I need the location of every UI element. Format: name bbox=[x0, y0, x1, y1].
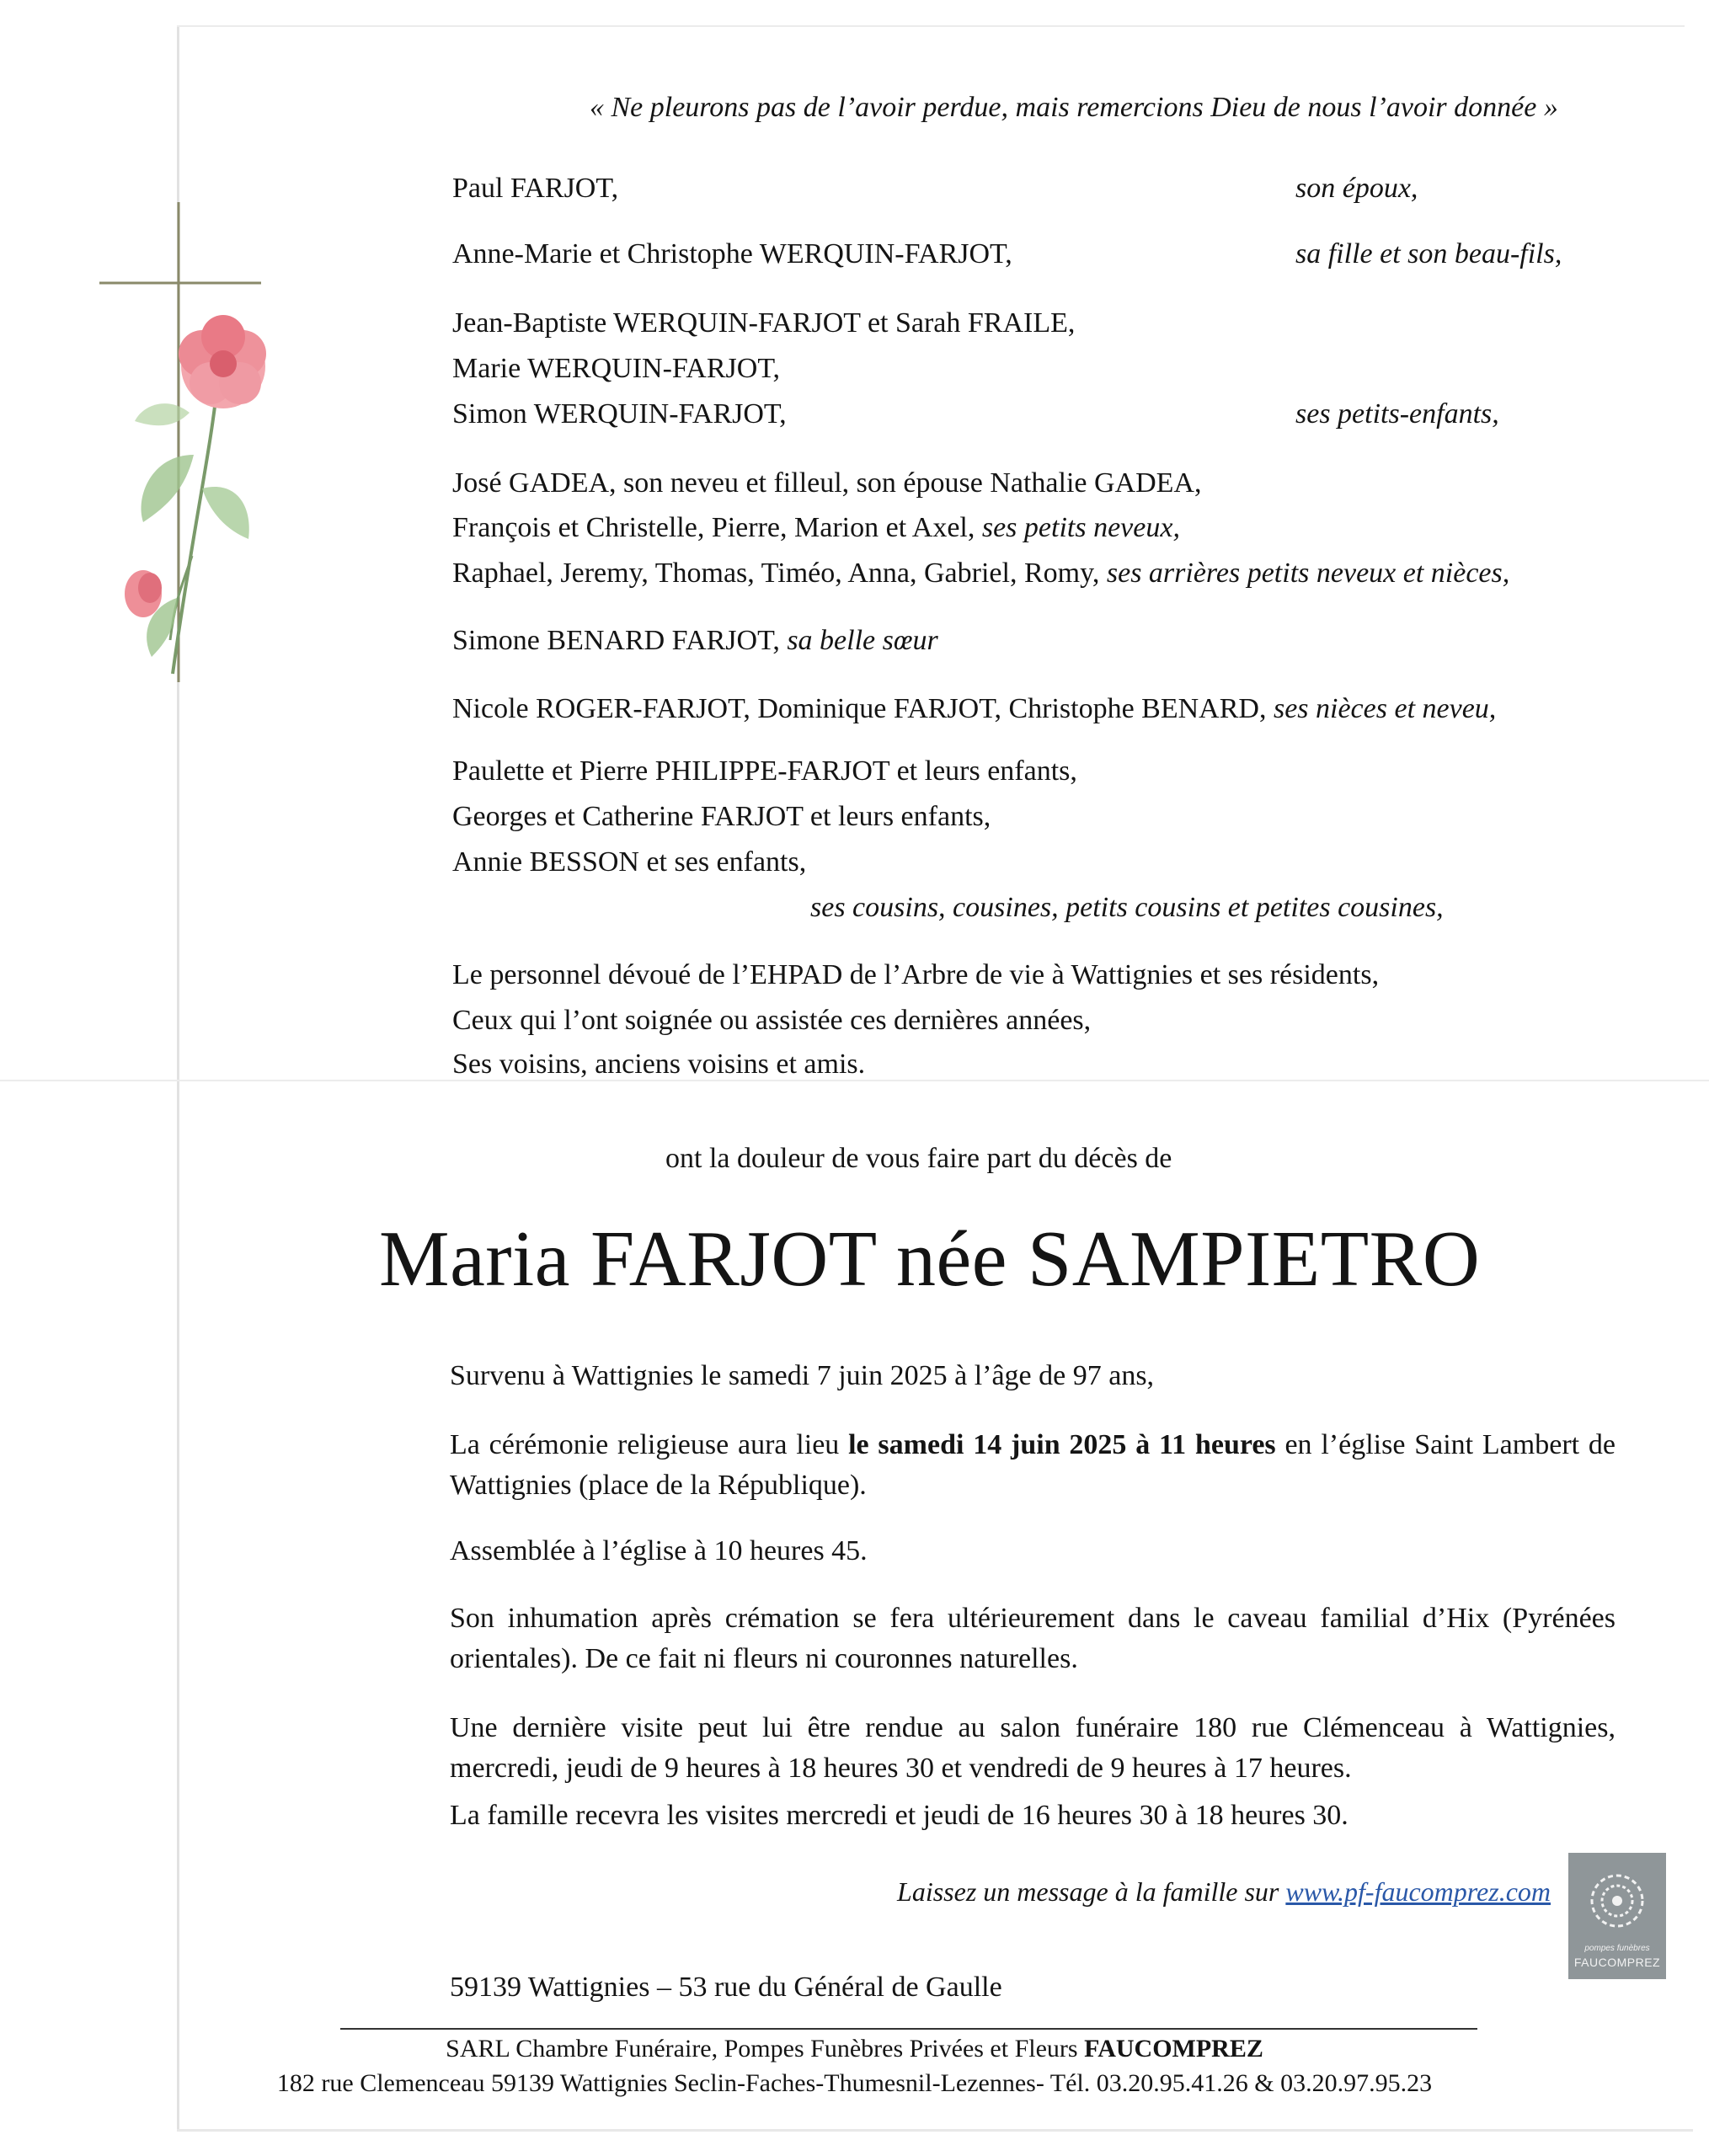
family-line bbox=[452, 557, 1509, 590]
visit-details: Une dernière visite peut lui être rendue au salon funéraire 180 rue Clémenceau à Wattignies, mercredi, jeudi de 9 heures à 18 heures 30 et vendredi de 9 heures à 17 heures. bbox=[450, 1712, 1616, 1784]
ceremony-text: La cérémonie religieuse aura lieu bbox=[450, 1429, 849, 1460]
family-relation: son époux, bbox=[1295, 173, 1418, 204]
footer-company bbox=[0, 2033, 1709, 2065]
leaf bbox=[202, 487, 249, 539]
family-line bbox=[452, 692, 1496, 726]
family-relation: ses cousins, cousines, petits cousins et petites cousines, bbox=[810, 892, 1444, 923]
family-line: Paulette et Pierre PHILIPPE-FARJOT et leurs enfants, bbox=[452, 755, 1077, 787]
family-line: Paul FARJOT, bbox=[452, 173, 619, 204]
message-text: Laissez un message à la famille sur bbox=[897, 1876, 1286, 1907]
family-line: Anne-Marie et Christophe WERQUIN-FARJOT, bbox=[452, 238, 1012, 270]
address: 59139 Wattignies – 53 rue du Général de Gaulle bbox=[450, 1972, 1002, 2003]
announcement: ont la douleur de vous faire part du décès de bbox=[665, 1143, 1172, 1174]
family-line: Marie WERQUIN-FARJOT, bbox=[452, 353, 781, 384]
website-link[interactable]: www.pf-faucomprez.com bbox=[1285, 1876, 1551, 1907]
family-line: Georges et Catherine FARJOT et leurs enfants, bbox=[452, 801, 991, 832]
flower bbox=[179, 315, 266, 408]
company-text: SARL Chambre Funéraire, Pompes Funèbres Privées et Fleurs bbox=[446, 2035, 1085, 2063]
deceased-name: Maria FARJOT née SAMPIETRO bbox=[379, 1215, 1481, 1303]
ceremony-date: le samedi 14 juin 2025 à 11 heures bbox=[848, 1429, 1276, 1460]
opening-quote: « Ne pleurons pas de l’avoir perdue, mais remercions Dieu de nous l’avoir donnée » bbox=[590, 92, 1558, 123]
death-details: Survenu à Wattignies le samedi 7 juin 2025 à l’âge de 97 ans, bbox=[450, 1360, 1155, 1391]
family-relation: ses nièces et neveu, bbox=[1273, 693, 1497, 724]
family-line: Ceux qui l’ont soignée ou assistée ces dernières années, bbox=[452, 1005, 1092, 1036]
footer-contact: 182 rue Clemenceau 59139 Wattignies Seclin-Faches-Thumesnil-Lezennes- Tél. 03.20.95.41.26 & 03.20.97.95.23 bbox=[276, 2069, 1433, 2097]
ceremony-details bbox=[450, 1425, 1616, 1506]
leaf bbox=[142, 455, 195, 522]
family-relation: ses arrières petits neveux et nièces, bbox=[1106, 558, 1510, 589]
family-line: Simon WERQUIN-FARJOT, bbox=[452, 398, 787, 430]
company-name: FAUCOMPREZ bbox=[1084, 2035, 1263, 2063]
message-line bbox=[897, 1875, 1551, 1908]
page-border-top bbox=[177, 25, 1685, 27]
family-names: François et Christelle, Pierre, Marion et Axel, bbox=[452, 512, 975, 543]
leaf bbox=[135, 403, 190, 425]
family-line: José GADEA, son neveu et filleul, son épouse Nathalie GADEA, bbox=[452, 467, 1202, 499]
family-relation: sa fille et son beau-fils, bbox=[1295, 238, 1562, 270]
ceremony-text: en l’église Saint Lambert de Wattignies (place de la République). bbox=[450, 1429, 1616, 1501]
page-border-bottom bbox=[177, 2129, 1693, 2132]
family-relation: ses petits neveux, bbox=[981, 512, 1180, 543]
burial-details: Son inhumation après crémation se fera ultérieurement dans le caveau familial d’Hix (Pyrénées orientales). De ce fait ni fleurs ni couronnes naturelles. bbox=[450, 1603, 1616, 1674]
family-line: Ses voisins, anciens voisins et amis. bbox=[452, 1049, 866, 1080]
logo-subtitle: pompes funèbres bbox=[1584, 1944, 1650, 1953]
family-line: Jean-Baptiste WERQUIN-FARJOT et Sarah FRAILE, bbox=[452, 307, 1076, 339]
logo-title: FAUCOMPREZ bbox=[1573, 1956, 1661, 1969]
family-names: Raphael, Jeremy, Thomas, Timéo, Anna, Gabriel, Romy, bbox=[452, 558, 1100, 589]
family-line bbox=[452, 511, 1180, 545]
footer-rule bbox=[340, 2028, 1477, 2030]
family-line: Annie BESSON et ses enfants, bbox=[452, 846, 807, 878]
flower-bud bbox=[125, 570, 162, 617]
family-relation: ses petits-enfants, bbox=[1295, 398, 1499, 430]
family-names: Nicole ROGER-FARJOT, Dominique FARJOT, Christophe BENARD, bbox=[452, 693, 1267, 724]
faucomprez-logo bbox=[1568, 1853, 1666, 1979]
assembly-details: Assemblée à l’église à 10 heures 45. bbox=[450, 1535, 868, 1566]
family-relation: sa belle sœur bbox=[787, 625, 938, 656]
family-names: Simone BENARD FARJOT, bbox=[452, 625, 780, 656]
family-line: Le personnel dévoué de l’EHPAD de l’Arbre de vie à Wattignies et ses résidents, bbox=[452, 959, 1380, 990]
family-line bbox=[452, 624, 938, 658]
flower-emblem-icon bbox=[1588, 1871, 1647, 1930]
cross-flower-illustration bbox=[93, 202, 312, 691]
family-visit-details: La famille recevra les visites mercredi et jeudi de 16 heures 30 à 18 heures 30. bbox=[450, 1800, 1349, 1831]
